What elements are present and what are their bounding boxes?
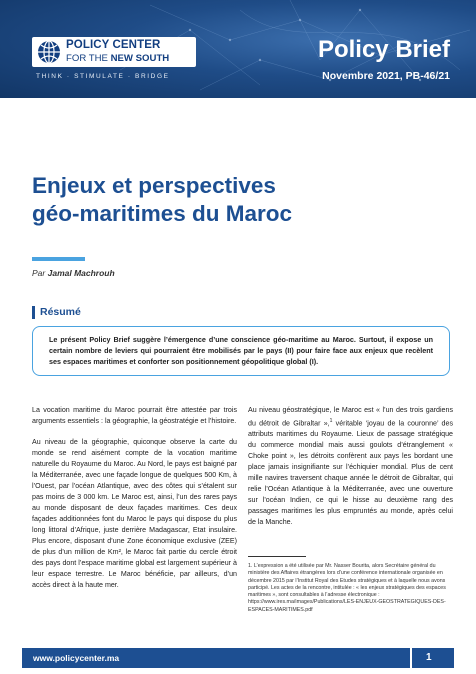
globe-logo-icon <box>37 40 61 64</box>
abstract-text: Le présent Policy Brief suggère l’émergence d’une conscience géo-maritime au Maroc. Surtout, il expose un certain nombre de leviers qui pourraient être mobilisés par le pays (II) pour faire face aux enjeux que recèlent ses espaces maritimes et conforter son positionnement géopolitique global (I). <box>49 335 433 366</box>
publication-type-title: Policy Brief <box>317 36 450 63</box>
title-accent-bar <box>32 257 85 261</box>
page-number: 1 <box>426 652 432 663</box>
document-title-line1: Enjeux et perspectives <box>32 173 276 198</box>
author-prefix: Par <box>32 268 46 278</box>
author-name: Jamal Machrouh <box>47 268 115 278</box>
paragraph: La vocation maritime du Maroc pourrait être attestée par trois arguments essentiels : la géographie, la géostratégie et l’histoire. <box>32 406 237 425</box>
document-title <box>32 172 452 228</box>
publication-date-reference: Novembre 2021, PB-46/21 <box>322 70 450 82</box>
paragraph: Au niveau de la géographie, quiconque observe la carte du monde se rend aisément compte de la vocation maritime naturelle du Royaume du Maroc. Au Nord, le pays est baigné par la Méditerranée, avec une façade longue de quelques 500 Km, à l’Ouest, par l’océan Atlantique, avec des côtes qui s’étalent sur pas moins de 3 000 km. Le Maroc est, ainsi, l’un des rares pays au monde disposant de deux façades maritimes. Ces deux façades additionnées font du Maroc le pays qui dispose du plus long littoral d’Afrique, juste derrière Madagascar, Etat insulaire. Plus encore, disposant d’une Zone économique exclusive (ZEE) de plus d’un million de Km², le Maroc fait partie du cercle étroit des pays dont l’espace maritime global est largement supérieur à leur espace terrestre. Le Maroc bénéficie, par ailleurs, d’un accès direct à la haute mer. <box>32 438 237 589</box>
footnote: 1. L’expression a été utilisée par Mr. Nasser Bourita, alors Secrétaire général du ministère des Affaires étrangères lors d’une conférence internationale organisée en décembre 2015 par l’Institut Royal des Etudes stratégiques et à laquelle nous avons participé. Les actes de la rencontre, intitulée : « les enjeux stratégiques des espaces maritimes », sont consultables à l’adresse électronique : https://www.ires.ma/images/Publications/LES-ENJEUX-GEOSTRATEGIQUES-DES-ESPACES-MARITIMES.pdf <box>248 563 446 613</box>
footnote-reference[interactable]: 1 <box>329 418 333 424</box>
body-column-right <box>248 405 453 538</box>
header-banner <box>0 0 476 98</box>
body-column-left <box>32 405 237 601</box>
footer-separator <box>410 648 412 668</box>
paragraph-text: véritable ‘joyau de la couronne’ des attributs maritimes du Royaume. Lieux de passage stratégique du commerce mondial mais aussi goulots d’étranglement « Choke point », les détroits confèrent aux pays les bordant une place jamais insignifiante sur l’échiquier mondial. Plus de cent mille navires traversent chaque année le détroit de Gibraltar, qui relie l’Océan Atlantique à la Méditerranée, avec une ouverture sur l’océan Indien, ce qui le hisse au deuxième rang des passages maritimes les plus empruntés au monde, après celui de la Manche. <box>248 419 453 527</box>
logo-wordmark-line2 <box>66 53 169 64</box>
paragraph <box>248 405 453 528</box>
document-title-line2: géo-maritimes du Maroc <box>32 201 293 226</box>
logo-line2-bold: NEW SOUTH <box>110 53 170 64</box>
author-byline <box>32 268 115 278</box>
footnote-divider <box>248 556 306 557</box>
footer-website-link[interactable]: www.policycenter.ma <box>33 653 120 663</box>
logo-wordmark-line1: POLICY CENTER <box>66 39 161 51</box>
logo-line2-prefix: FOR THE <box>66 53 108 64</box>
paragraph-text: Au niveau géostratégique, le Maroc est « l’un des trois gardiens du détroit de Gibraltar », <box>248 406 453 428</box>
abstract-box <box>32 326 450 376</box>
logo-tagline: THINK · STIMULATE · BRIDGE <box>36 73 170 80</box>
section-marker <box>32 306 35 319</box>
abstract-heading: Résumé <box>40 306 81 318</box>
